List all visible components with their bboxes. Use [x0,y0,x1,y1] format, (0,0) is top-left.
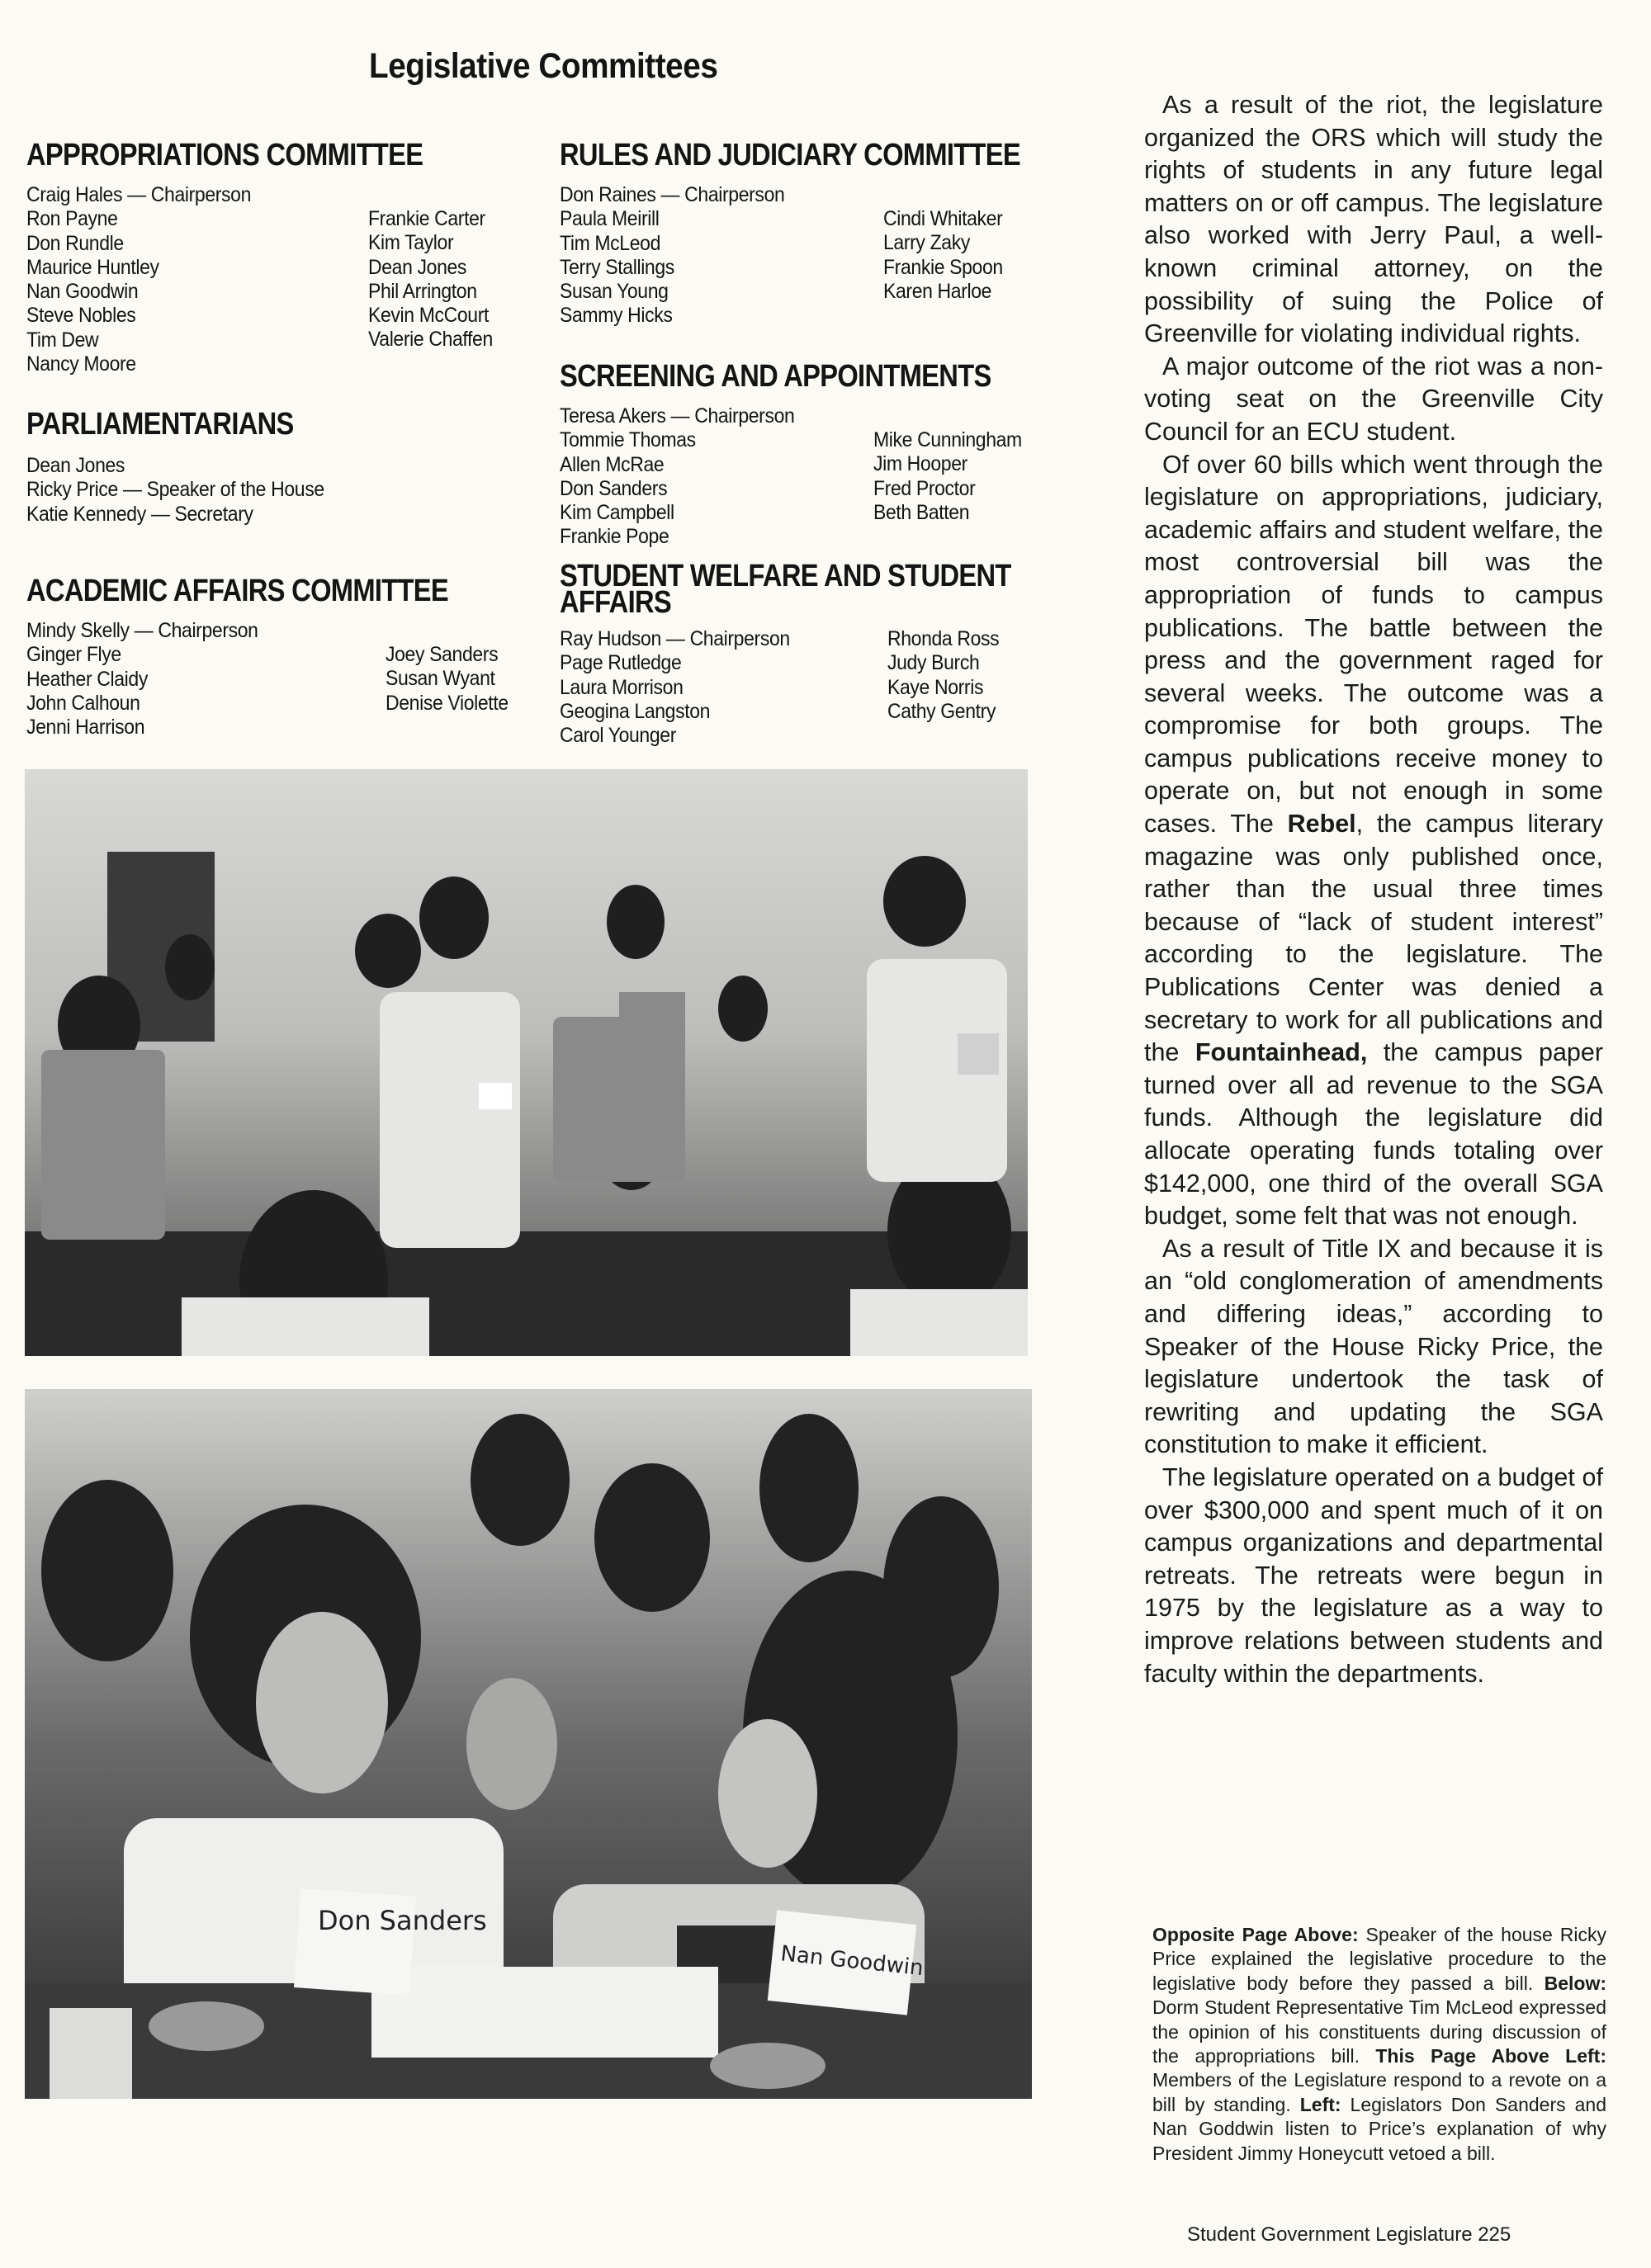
member-name: Steve Nobles [26,304,136,328]
member-name: Tommie Thomas [560,428,696,452]
member-name: Fred Proctor [873,476,976,500]
member-name: Page Rutledge [560,651,682,675]
member-name: Ricky Price — Speaker of the House [26,478,324,502]
member-name: Frankie Pope [560,525,669,549]
member-name: Kim Campbell [560,501,674,525]
member-name: Nancy Moore [26,352,136,376]
member-name: Mike Cunningham [873,428,1022,451]
member-name: Dean Jones [368,255,467,279]
article-paragraph [1144,449,1603,1233]
article-paragraph: As a result of Title IX and because it is an “old conglomeration of amendments and differing ideas,” according to Speaker of the House Ricky Price, the legislature undertook the task of rewriting and updating the SGA constitution to make it efficient. [1144,1234,1603,1459]
member-name: Sammy Hicks [560,304,673,328]
article-text: the campus paper turned over all ad revenue to the SGA funds. Although the legislature did allocate operating funds totaling over $142,000, one third of the overall SGA budget, some felt that was not enough. [1144,1038,1604,1231]
member-name: Denise Violette [386,691,509,715]
publication-name-fountainhead: Fountainhead, [1194,1038,1368,1067]
student-welfare-heading: STUDENT WELFARE AND STUDENT AFFAIRS [560,559,1011,620]
student-welfare-members-col1 [560,627,790,748]
member-name: Cindi Whitaker [883,207,1003,230]
member-name: Jim Hooper [873,452,967,476]
member-name: Frankie Spoon [883,255,1003,279]
academic-affairs-members-col1 [26,619,258,739]
caption-label: This Page Above Left: [1375,2045,1607,2067]
article-text: Of over 60 bills which went through the legislature on appropriations, judiciary, academic affairs and student welfare, the most controversial bill was the appropriation of funds to campus publications. The battle between the press and the government raged for several weeks. The outcome was a compromise for both groups. The campus publications receive money to operate on, but not enough in some cases. The [1144,450,1603,839]
name-tag-nan-goodwin [768,1910,925,2015]
parliamentarians-members [26,454,324,527]
photo-legislators-standing-image [25,769,1028,1356]
member-name: Cathy Gentry [887,699,996,723]
member-name: Kevin McCourt [368,304,490,328]
article-paragraph: The legislature operated on a budget of over $300,000 and spent much of it on campus organizations and departmental retreats. The retreats were begun in 1975 by the legislature as a way to improve relations between students and faculty within the departments. [1144,1462,1603,1688]
article-paragraph: As a result of the riot, the legislature organized the ORS which will study the rights of students in any future legal matters on or off campus. The legislature also worked with Jerry Paul, a well-known criminal attorney, on the possibility of suing the Police of Greenville for violating individual rights. [1144,91,1603,348]
member-name: Kaye Norris [887,675,984,699]
parliamentarians-heading: PARLIAMENTARIANS [26,407,294,442]
page-footer: Student Government Legislature 225 [1187,2223,1511,2246]
member-name: Dean Jones [26,454,125,477]
member-name: Craig Hales — Chairperson [26,183,252,206]
member-name: Frankie Carter [368,207,485,230]
member-name: Rhonda Ross [887,627,1000,650]
member-name: Katie Kennedy — Secretary [26,502,253,526]
member-name: Geogina Langston [560,699,711,723]
publication-name-rebel: Rebel [1287,810,1356,839]
member-name: Don Rundle [26,231,124,255]
appropriations-heading: APPROPRIATIONS COMMITTEE [26,138,423,172]
member-name: Maurice Huntley [26,255,159,279]
member-name: Tim McLeod [560,231,661,255]
caption-label: Left: [1299,2093,1341,2115]
member-name: Laura Morrison [560,675,684,699]
academic-affairs-heading: ACADEMIC AFFAIRS COMMITTEE [26,574,449,608]
member-name: Heather Claidy [26,667,148,691]
member-name: Phil Arrington [368,279,477,303]
member-name: Tim Dew [26,328,99,352]
name-tag [479,1083,512,1109]
screening-members-col2 [873,428,1022,525]
name-tag-text: Don Sanders [318,1905,487,1936]
member-name: Don Raines — Chairperson [560,183,785,206]
member-name: Susan Wyant [386,667,495,691]
photo-caption [1152,1923,1606,2166]
academic-affairs-members-col2 [386,643,509,716]
member-name: Teresa Akers — Chairperson [560,404,795,428]
member-name: Ginger Flye [26,643,121,667]
article-body [1144,89,1603,1690]
student-welfare-members-col2 [887,627,999,724]
caption-text: Dorm Student Representative Tim McLeod expressed the opinion of his constituents during discussion of the appropriations bill. [1152,1996,1606,2067]
member-name: Ron Payne [26,207,118,231]
caption-text: Legislators Don Sanders and Nan Goddwin listen to Price’s explanation of why President Jimmy Honeycutt vetoed a bill. [1152,2093,1606,2164]
caption-text: Speaker of the house Ricky Price explained the legislative procedure to the legislative body before they passed a bill. [1152,1924,1606,1994]
screening-members-col1 [560,404,794,550]
article-paragraph: A major outcome of the riot was a non-voting seat on the Greenville City Council for an ECU student. [1144,352,1603,446]
caption-text: Members of the Legislature respond to a revote on a bill by standing. [1152,2069,1606,2115]
appropriations-members-col2 [368,207,493,352]
member-name: Beth Batten [873,500,970,524]
page-title: Legislative Committees [369,46,718,86]
appropriations-members-col1 [26,183,251,376]
photo-don-sanders-nan-goodwin-image [25,1389,1032,2099]
member-name: Karen Harloe [883,279,992,303]
member-name: Allen McRae [560,452,665,476]
rules-judiciary-members-col2 [883,207,1003,304]
caption-label: Below: [1544,1972,1606,1994]
member-name: Joey Sanders [386,643,499,666]
rules-judiciary-members-col1 [560,183,784,328]
member-name: Kim Taylor [368,231,454,255]
member-name: Susan Young [560,280,669,304]
member-name: Paula Meirill [560,207,660,231]
member-name: Nan Goodwin [26,280,139,304]
member-name: Larry Zaky [883,231,970,255]
member-name: Terry Stallings [560,255,674,279]
article-text: , the campus literary magazine was only published once, rather than the usual three times because of “lack of student interest” according to the legislature. The Publications Center was denied a secretary to work for all publications and the [1144,810,1603,1067]
member-name: Carol Younger [560,724,677,748]
screening-appointments-heading: SCREENING AND APPOINTMENTS [560,359,991,394]
member-name: Judy Burch [887,651,980,675]
name-tag-text: Nan Goodwin [779,1941,925,1982]
member-name: Mindy Skelly — Chairperson [26,619,258,642]
member-name: Don Sanders [560,476,668,500]
member-name: John Calhoun [26,691,140,715]
member-name: Jenni Harrison [26,716,145,739]
caption-label: Opposite Page Above: [1152,1924,1359,1945]
member-name: Valerie Chaffen [368,328,493,352]
rules-judiciary-heading: RULES AND JUDICIARY COMMITTEE [560,138,1021,172]
photo-don-sanders-nan-goodwin [25,1389,1032,2099]
photo-legislators-standing [25,769,1028,1356]
member-name: Ray Hudson — Chairperson [560,627,790,650]
